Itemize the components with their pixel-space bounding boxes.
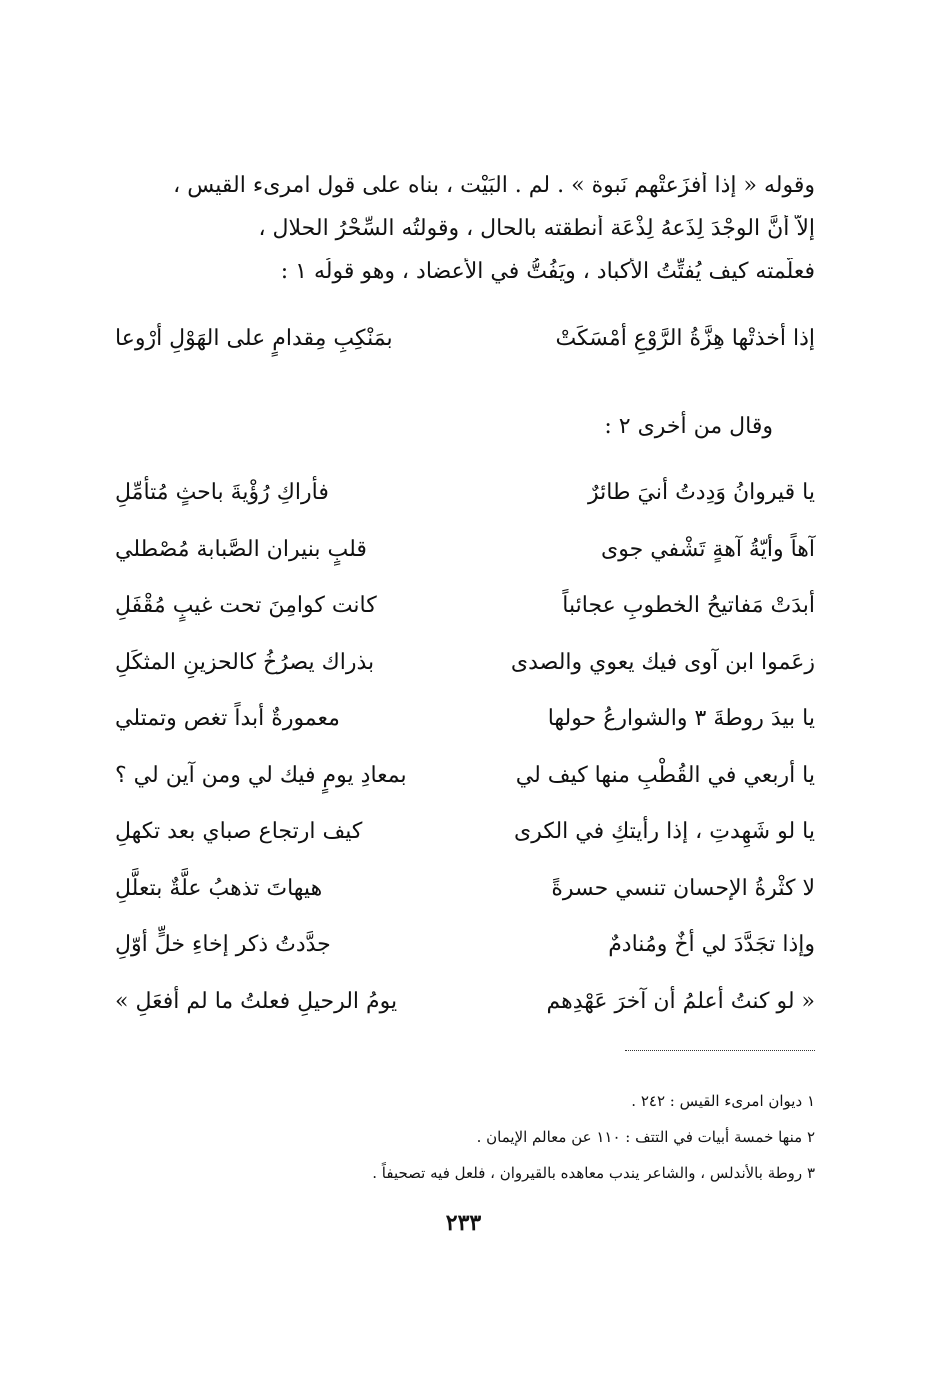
poem-verse [115, 819, 815, 876]
verse-second-hemistich: بمعادِ يومٍ فيك لي ومن آين لي ؟ [115, 762, 407, 788]
verse-first-hemistich: لا كثْرةُ الإحسان تنسي حسرةً [551, 875, 815, 901]
page-number: ٢٣٣ [445, 1210, 482, 1236]
verse-first-hemistich: آهاً وأيّةُ آهةٍ تَشْفي جوى [601, 536, 815, 562]
prose-line-1: وقوله « إذا أفزَعتْهم نَبوة » . لم . البَيْت ، بناه على قول امرىء القيس ، [173, 173, 815, 198]
verse-first-hemistich: يا لو شَهِدتِ ، إذا رأيتكِ في الكرى [513, 819, 815, 844]
verse-first-hemistich: يا قيروانُ وَدِدتُ أنيَ طائرٌ [588, 480, 815, 505]
footnote-2: ٢ منها خمسة أبيات في التتف : ١١٠ عن معالم الإيمان . [476, 1128, 815, 1146]
verse-first-hemistich: وإذا تجَدَّدَ لي أخٌ ومُنادمٌ [608, 932, 815, 957]
verse-second-hemistich: جدَّدتُ ذكر إخاءِ خلٍّ أوّلِ [115, 932, 331, 957]
verse-second-hemistich: كيف ارتجاع صباي بعد تكهلِ [115, 819, 363, 844]
poem-verse [115, 876, 815, 933]
verse-second-hemistich: بذراك يصرُخُ كالحزينِ المثكَلِ [115, 649, 375, 675]
quoted-verse-second-hemistich: بمَنْكِبِ مِقدامٍ على الهَوْلِ أرْوعا [115, 326, 393, 351]
verse-second-hemistich: كانت كوامِنَ تحت غيبٍ مُقْفَلِ [115, 593, 377, 618]
poem-verse [115, 537, 815, 594]
poem [115, 480, 815, 1045]
footnotes [115, 1092, 815, 1200]
poem-verse [115, 480, 815, 537]
footnote-divider [625, 1050, 815, 1051]
poem-verse [115, 593, 815, 650]
verse-first-hemistich: يا أربعي في القُطْبِ منها كيف لي [515, 762, 815, 788]
prose-line-2: إلاّ أنَّ الوجْدَ لِذَعهُ لِذْعَة أنطقته بالحال ، وقولتُه السِّحْرُ الحلال ، [258, 216, 815, 241]
poem-verse [115, 650, 815, 707]
verse-second-hemistich: معمورةٌ أبداً تغص وتمتلي [115, 706, 340, 731]
quoted-verse [115, 326, 815, 358]
verse-second-hemistich: قلبٍ بنيران الصَّبابة مُصْطلي [115, 536, 367, 562]
poem-intro: وقال من أخرى ٢ : [604, 414, 773, 439]
verse-first-hemistich: زعَموا ابن آوى فيك يعوي والصدى [510, 649, 815, 675]
verse-second-hemistich: فأراكِ رُؤْيةَ باحثٍ مُتأمِّلِ [115, 480, 329, 505]
verse-first-hemistich: يا بيدَ روطةَ ٣ والشوارعُ حولها [547, 706, 815, 731]
verse-first-hemistich: « لو كنتُ أعلمُ أن آخرَ عَهْدِهم [546, 988, 815, 1014]
quoted-verse-first-hemistich: إذا أخذتْها هِزَّةُ الرَّوْعِ أمْسَكَتْ [555, 326, 815, 351]
poem-verse [115, 706, 815, 763]
poem-verse [115, 989, 815, 1046]
poem-verse [115, 763, 815, 820]
verse-second-hemistich: هيهاتَ تذهبُ علَّةٌ بتعلَّلِ [115, 875, 323, 901]
footnote-3: ٣ روطة بالأندلس ، والشاعر يندب معاهده بالقيروان ، فلعل فيه تصحيفاً . [372, 1164, 815, 1182]
poem-verse [115, 932, 815, 989]
verse-second-hemistich: يومُ الرحيلِ فعلتُ ما لم أفعَلِ » [115, 988, 398, 1014]
footnote-1: ١ ديوان امرىء القيس : ٢٤٢ . [631, 1092, 815, 1110]
prose-line-3: فعلَّمته كيف يُفتِّتُ الأكباد ، ويَفُتُّ في الأعضاد ، وهو قولُه ١ : [280, 259, 815, 284]
verse-first-hemistich: أبدَتْ مَفاتيحُ الخطوبِ عجائباً [562, 593, 815, 618]
